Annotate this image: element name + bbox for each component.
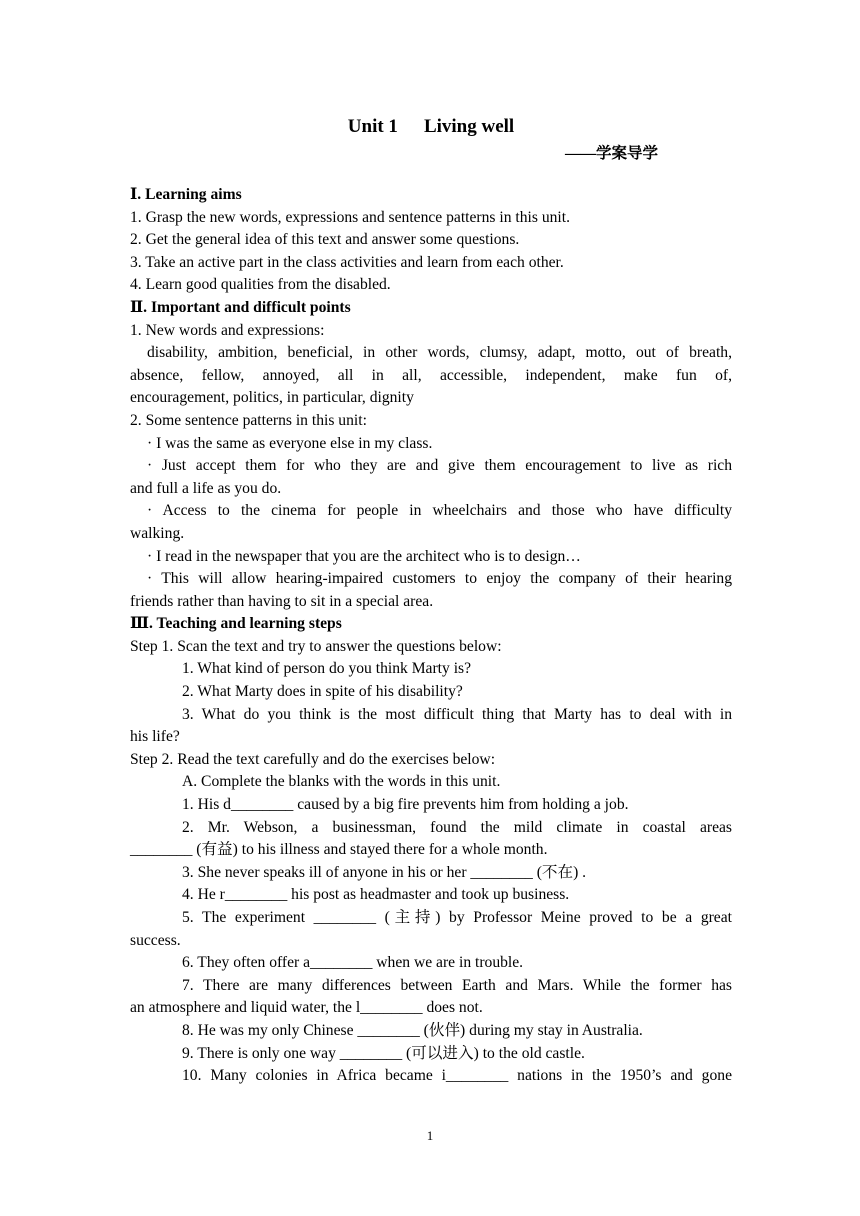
question-2: 2. What Marty does in spite of his disability? <box>182 683 463 701</box>
pattern-2-line-1: · Just accept them for who they are and give them encouragement to live as rich <box>147 457 732 475</box>
section3-heading: Ⅲ. Teaching and learning steps <box>130 615 342 633</box>
pattern-2-line-2: and full a life as you do. <box>130 479 282 497</box>
question-1: 1. What kind of person do you think Marty is? <box>182 660 472 678</box>
page-number: 1 <box>426 1128 434 1143</box>
exercise-8: 8. He was my only Chinese ________ (伙伴) during my stay in Australia. <box>182 1021 643 1039</box>
exercise-5-line-1: 5. The experiment ________ (主持) by Professor Meine proved to be a great <box>182 909 732 926</box>
pattern-4: · I read in the newspaper that you are the architect who is to design… <box>147 547 581 565</box>
words-line-2: absence, fellow, annoyed, all in all, accessible, independent, make fun of, <box>130 366 732 384</box>
step-2: Step 2. Read the text carefully and do the exercises below: <box>130 750 496 768</box>
pattern-1: · I was the same as everyone else in my class. <box>147 434 433 452</box>
aim-2: 2. Get the general idea of this text and answer some questions. <box>130 231 520 249</box>
page-subtitle: ——学案导学 <box>564 145 658 162</box>
exercise-5-line-2: success. <box>130 931 181 949</box>
pattern-3-line-2: walking. <box>130 524 185 542</box>
exercise-2-line-2: ________ (有益) to his illness and stayed there for a whole month. <box>130 841 548 859</box>
question-3-line-2: his life? <box>130 728 180 746</box>
pattern-5-line-2: friends rather than having to sit in a special area. <box>130 592 434 610</box>
question-3-line-1: 3. What do you think is the most difficult thing that Marty has to deal with in <box>182 705 732 723</box>
section1-heading: Ⅰ. Learning aims <box>130 186 242 203</box>
unit-label: Unit 1 <box>347 116 398 137</box>
aim-1: 1. Grasp the new words, expressions and sentence patterns in this unit. <box>130 208 570 226</box>
unit-name: Living well <box>423 116 515 137</box>
part-a-heading: A. Complete the blanks with the words in this unit. <box>182 773 501 791</box>
aim-3: 3. Take an active part in the class activities and learn from each other. <box>130 253 564 271</box>
words-line-3: encouragement, politics, in particular, dignity <box>130 389 414 407</box>
exercise-9: 9. There is only one way ________ (可以进入) to the old castle. <box>182 1044 585 1062</box>
section2-heading: Ⅱ. Important and difficult points <box>130 298 351 316</box>
exercise-10-line-1: 10. Many colonies in Africa became i________ nations in the 1950’s and gone <box>182 1067 732 1085</box>
words-heading: 1. New words and expressions: <box>130 321 325 339</box>
exercise-3: 3. She never speaks ill of anyone in his or her ________ (不在) . <box>182 863 587 881</box>
document-body <box>130 112 732 1088</box>
exercise-7-line-2: an atmosphere and liquid water, the l________ does not. <box>130 999 483 1017</box>
aim-4: 4. Learn good qualities from the disabled. <box>130 276 391 294</box>
pattern-3-line-1: · Access to the cinema for people in wheelchairs and those who have difficulty <box>147 502 732 520</box>
patterns-heading: 2. Some sentence patterns in this unit: <box>130 411 367 429</box>
exercise-1: 1. His d________ caused by a big fire prevents him from holding a job. <box>182 796 629 814</box>
page-title <box>130 112 732 142</box>
exercise-7-line-1: 7. There are many differences between Earth and Mars. While the former has <box>182 976 732 994</box>
exercise-4: 4. He r________ his post as headmaster and took up business. <box>182 886 570 904</box>
words-line-1: disability, ambition, beneficial, in other words, clumsy, adapt, motto, out of breath, <box>147 344 732 362</box>
exercise-2-line-1: 2. Mr. Webson, a businessman, found the mild climate in coastal areas <box>182 818 732 836</box>
step-1: Step 1. Scan the text and try to answer the questions below: <box>130 637 502 655</box>
pattern-5-line-1: · This will allow hearing-impaired customers to enjoy the company of their hearing <box>147 570 732 588</box>
exercise-6: 6. They often offer a________ when we are in trouble. <box>182 954 524 972</box>
